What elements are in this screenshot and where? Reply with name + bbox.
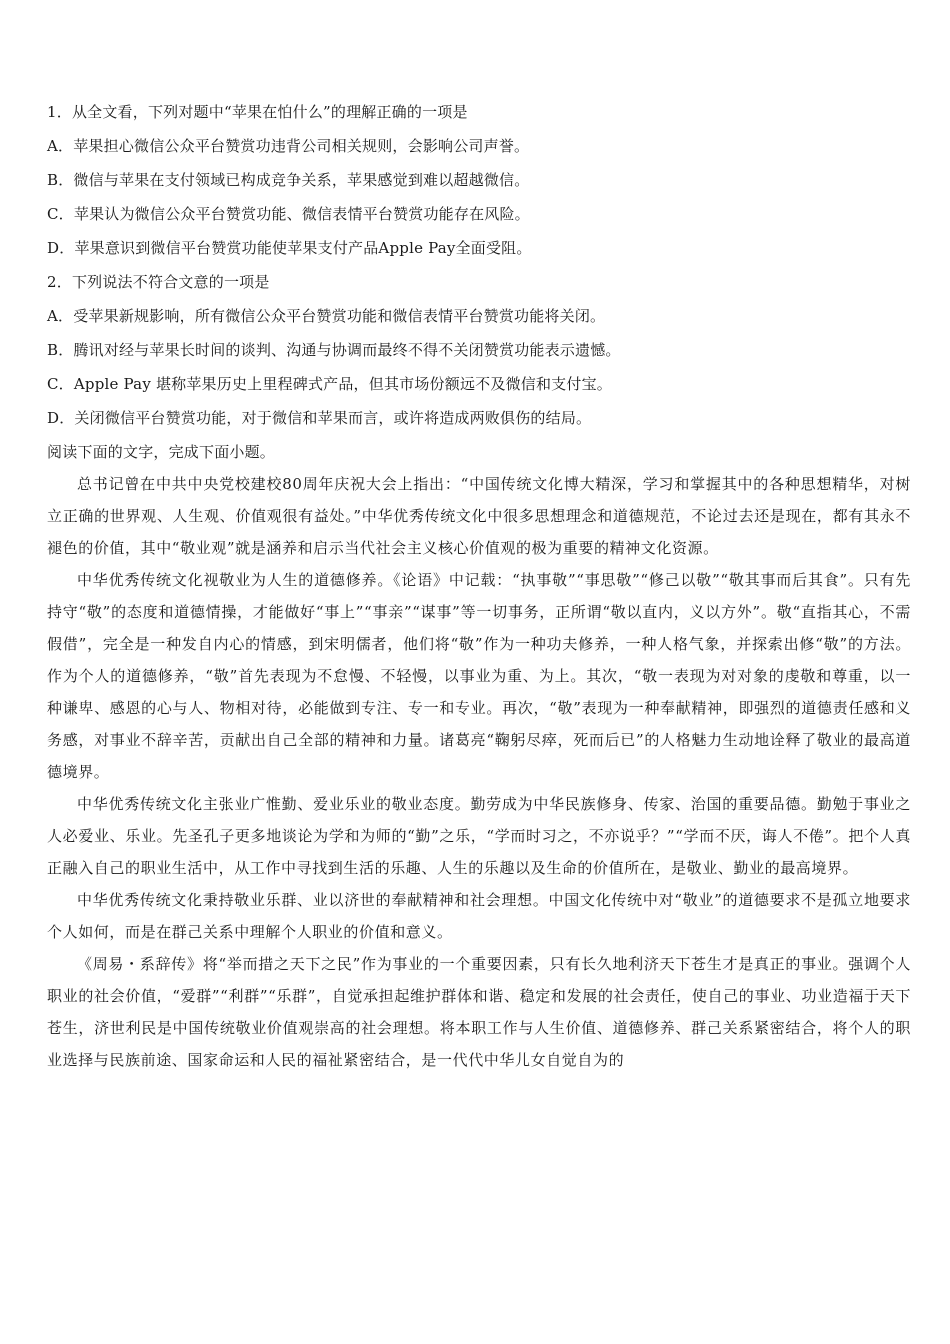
passage-paragraph-2: 中华优秀传统文化视敬业为人生的道德修养。《论语》中记载：“执事敬”“事思敬”“修己以敬”“敬其事而后其食”。只有先持守“敬”的态度和道德情操，才能做好“事上”“事亲”“谋事”等一切事务，正所谓“敬以直内，义以方外”。敬“直指其心，不需假借”，完全是一种发自内心的情感，到宋明儒者，他们将“敬”作为一种功夫修养，一种人格气象，并探索出修“敬”的方法。作为个人的道德修养，“敬”首先表现为不怠慢、不轻慢，以事业为重、为上。其次，“敬一表现为对对象的虔敬和尊重，以一种谦卑、感恩的心与人、物相对待，必能做到专注、专一和专业。再次，“敬”表现为一种奉献精神，即强烈的道德责任感和义务感，对事业不辞辛苦，贡献出自己全部的精神和力量。诸葛亮“鞠躬尽瘁，死而后已”的人格魅力生动地诠释了敬业的最高道德境界。 bbox=[47, 571, 911, 781]
passage-paragraph-1: 总书记曾在中共中央党校建校80周年庆祝大会上指出：“中国传统文化博大精深，学习和掌握其中的各种思想精华，对树立正确的世界观、人生观、价值观很有益处。”中华优秀传统文化中很多思想理念和道德规范，不论过去还是现在，都有其永不褪色的价值，其中“敬业观”就是涵养和启示当代社会主义核心价值观的极为重要的精神文化资源。 bbox=[47, 475, 911, 557]
question-1-stem: 1．从全文看，下列对题中“苹果在怕什么”的理解正确的一项是 bbox=[47, 103, 468, 121]
question-2-option-c: C．Apple Pay 堪称苹果历史上里程碑式产品，但其市场份额远不及微信和支付宝。 bbox=[47, 375, 612, 393]
reading-passage bbox=[47, 468, 911, 1076]
question-1-option-d: D．苹果意识到微信平台赞赏功能使苹果支付产品Apple Pay全面受阻。 bbox=[47, 239, 532, 257]
question-1-option-c: C．苹果认为微信公众平台赞赏功能、微信表情平台赞赏功能存在风险。 bbox=[47, 205, 530, 223]
reading-instruction: 阅读下面的文字，完成下面小题。 bbox=[47, 443, 276, 461]
question-2-option-d: D．关闭微信平台赞赏功能，对于微信和苹果而言，或许将造成两败俱伤的结局。 bbox=[47, 409, 592, 427]
passage-paragraph-3: 中华优秀传统文化主张业广惟勤、爱业乐业的敬业态度。勤劳成为中华民族修身、传家、治国的重要品德。勤勉于事业之人必爱业、乐业。先圣孔子更多地谈论为学和为师的“勤”之乐，“学而时习之，不亦说乎？”“学而不厌，诲人不倦”。把个人真正融入自己的职业生活中，从工作中寻找到生活的乐趣、人生的乐趣以及生命的价值所在，是敬业、勤业的最高境界。 bbox=[47, 795, 911, 877]
passage-paragraph-4: 中华优秀传统文化秉持敬业乐群、业以济世的奉献精神和社会理想。中国文化传统中对“敬业”的道德要求不是孤立地要求个人如何，而是在群己关系中理解个人职业的价值和意义。 bbox=[47, 891, 911, 941]
passage-paragraph-5: 《周易・系辞传》将“举而措之天下之民”作为事业的一个重要因素，只有长久地利济天下苍生才是真正的事业。强调个人职业的社会价值，“爱群”“利群”“乐群”，自觉承担起维护群体和谐、稳定和发展的社会责任，使自己的事业、功业造福于天下苍生，济世利民是中国传统敬业价值观崇高的社会理想。将本职工作与人生价值、道德修养、群己关系紧密结合，将个人的职业选择与民族前途、国家命运和人民的福祉紧密结合，是一代代中华儿女自觉自为的 bbox=[47, 955, 911, 1069]
question-1-option-b: B．微信与苹果在支付领域已构成竞争关系，苹果感觉到难以超越微信。 bbox=[47, 171, 530, 189]
question-2-option-a: A．受苹果新规影响，所有微信公众平台赞赏功能和微信表情平台赞赏功能将关闭。 bbox=[47, 307, 606, 325]
question-1-option-a: A．苹果担心微信公众平台赞赏功违背公司相关规则，会影响公司声誉。 bbox=[47, 137, 530, 155]
question-2-option-b: B．腾讯对经与苹果长时间的谈判、沟通与协调而最终不得不关闭赞赏功能表示遗憾。 bbox=[47, 341, 621, 359]
question-2-stem: 2．下列说法不符合文意的一项是 bbox=[47, 273, 270, 291]
